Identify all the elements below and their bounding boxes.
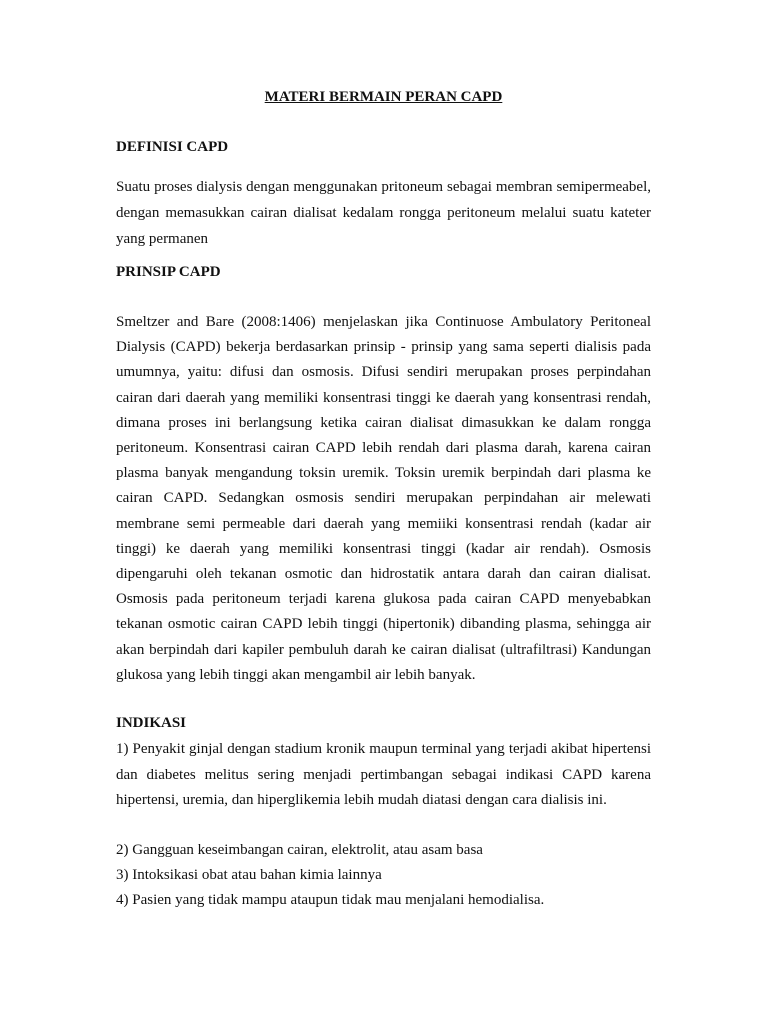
heading-indikasi: INDIKASI <box>116 715 187 731</box>
paragraph-definisi: Suatu proses dialysis dengan menggunakan pritoneum sebagai membran semipermeabel, dengan memasukkan cairan dialisat kedalam rongga peritoneum melalui suatu kateter yang permanen <box>116 179 651 247</box>
document-title: MATERI BERMAIN PERAN CAPD <box>264 89 503 105</box>
list-item-indikasi-2: 2) Gangguan keseimbangan cairan, elektrolit, atau asam basa <box>116 842 483 858</box>
list-item-indikasi-1: 1) Penyakit ginjal dengan stadium kronik maupun terminal yang terjadi akibat hipertensi dan diabetes melitus sering menjadi pertimbangan sebagai indikasi CAPD karena hipertensi, uremia, dan hiperglikemia lebih mudah diatasi dengan cara dialisis ini. <box>116 741 651 808</box>
list-item-indikasi-3: 3) Intoksikasi obat atau bahan kimia lainnya <box>116 867 382 883</box>
paragraph-prinsip: Smeltzer and Bare (2008:1406) menjelaskan jika Continuose Ambulatory Peritoneal Dialysis (CAPD) bekerja berdasarkan prinsip - prinsip yang sama seperti dialisis pada umumnya, yaitu: difusi dan osmosis. Difusi sendiri merupakan proses perpindahan cairan dari daerah yang memiliki konsentrasi tinggi ke daerah yang konsentrasi rendah, dimana proses ini berlangsung ketika cairan dialisat dimasukkan ke dalam rongga peritoneum. Konsentrasi cairan CAPD lebih rendah dari plasma darah, karena cairan plasma banyak mengandung toksin uremik. Toksin uremik berpindah dari plasma ke cairan CAPD. Sedangkan osmosis sendiri merupakan perpindahan air melewati membrane semi permeable dari daerah yang memiiki konsentrasi rendah (kadar air tinggi) ke daerah yang memiliki konsentrasi tinggi (kadar air rendah). Osmosis dipengaruhi oleh tekanan osmotic dan hidrostatik antara darah dan cairan dialisat. Osmosis pada peritoneum terjadi karena glukosa pada cairan CAPD menyebabkan tekanan osmotic cairan CAPD lebih tinggi (hipertonik) dibanding plasma, sehingga air akan berpindah dari kapiler pembuluh darah ke cairan dialisat (ultrafiltrasi) Kandungan glukosa yang lebih tinggi akan mengambil air lebih banyak. <box>116 314 651 683</box>
heading-definisi: DEFINISI CAPD <box>116 139 229 155</box>
list-item-indikasi-4: 4) Pasien yang tidak mampu ataupun tidak mau menjalani hemodialisa. <box>116 892 545 908</box>
heading-prinsip: PRINSIP CAPD <box>116 264 221 280</box>
